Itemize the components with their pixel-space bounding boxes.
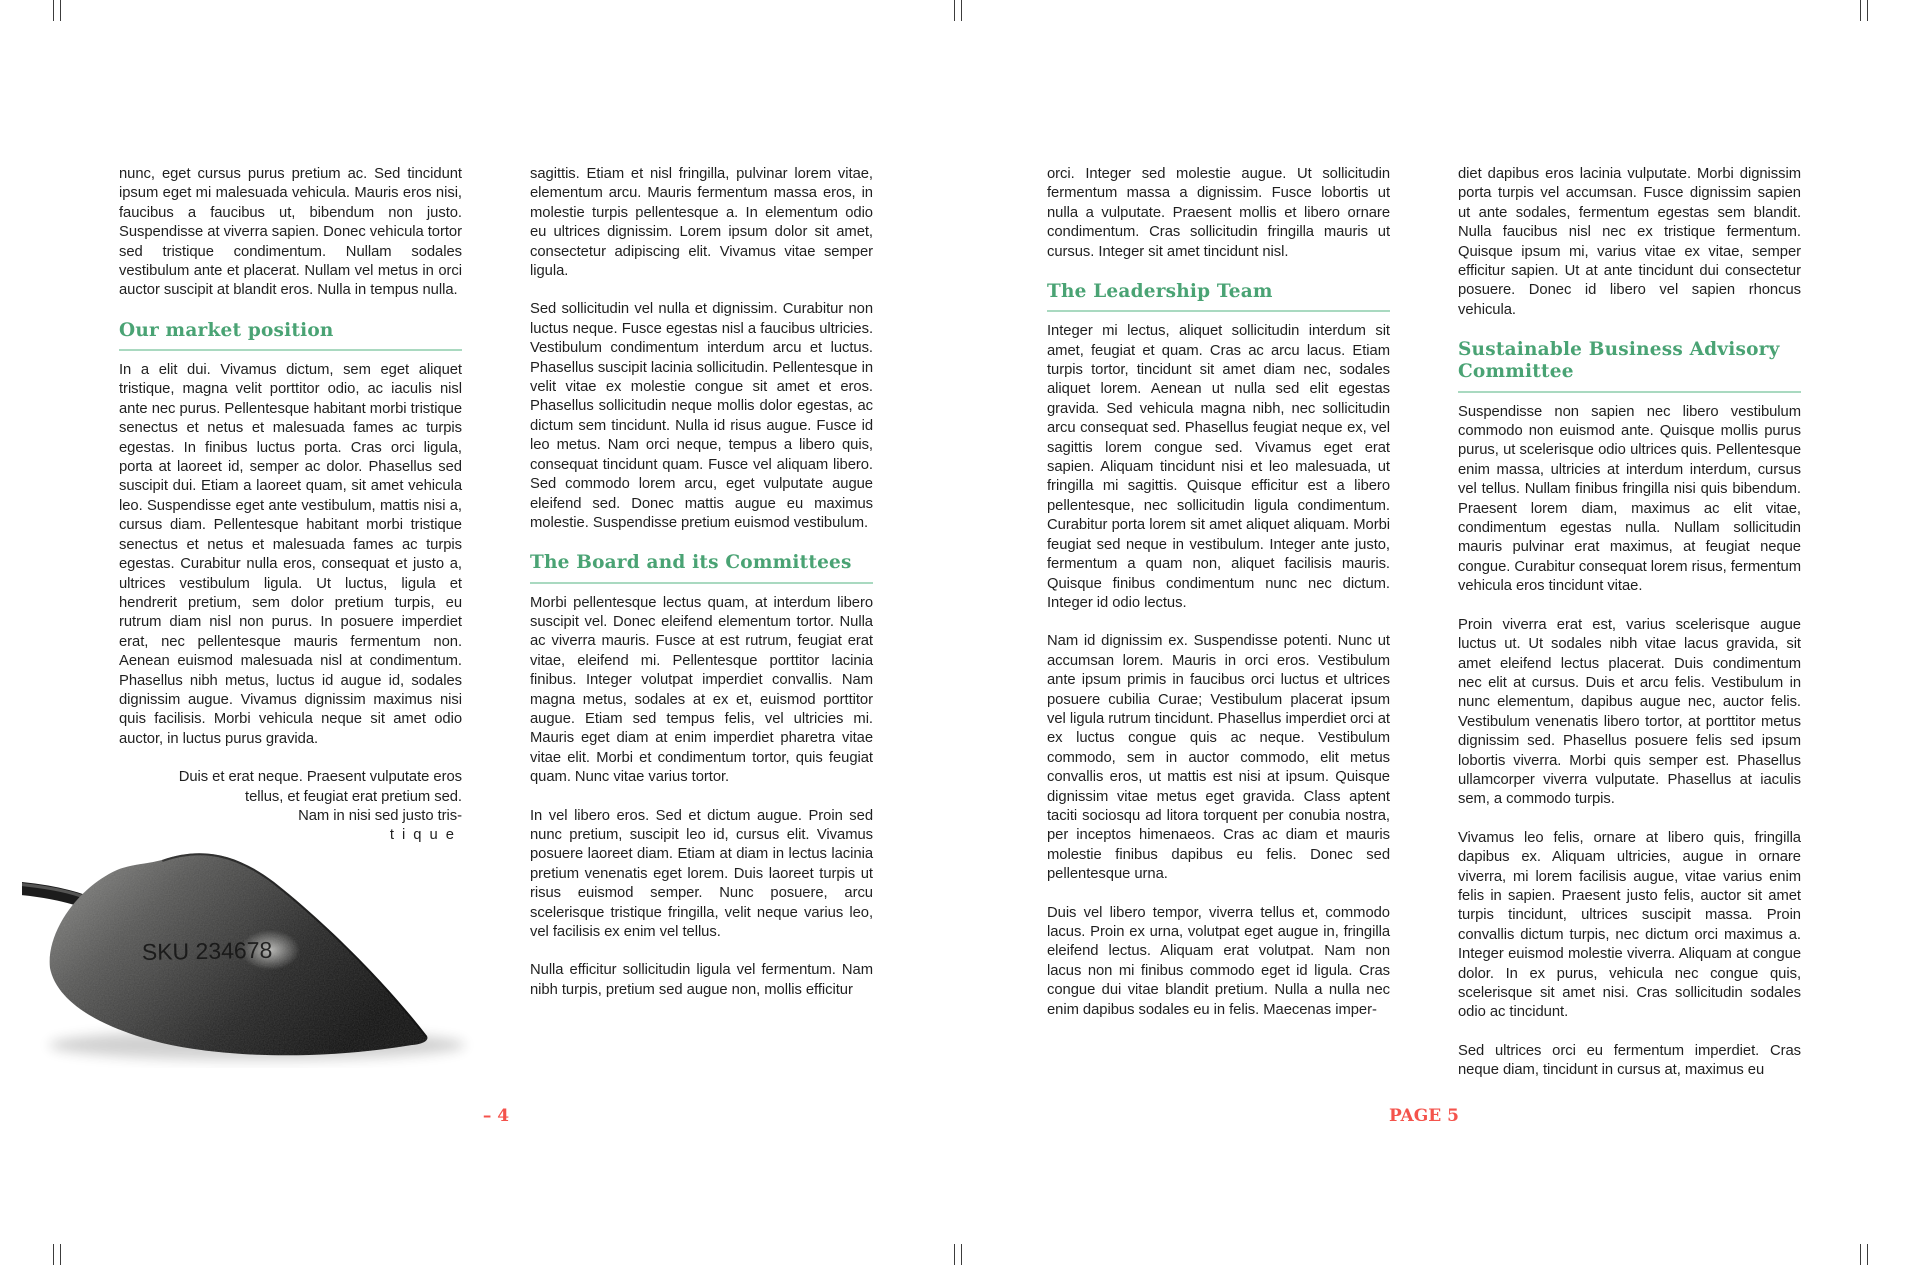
body-paragraph: Proin viverra erat est, varius scelerisque augue luctus ut. Ut sodales nibh vitae lacus gravida, sit amet eleifend lectus placerat. Duis condimentum nec elit at cursus. Duis et arcu felis. Vestibulum in nunc elementum, dapibus augue nec, auctor felis. Vestibulum venenatis libero tortor, at porttitor metus dignissim sed. Phasellus posuere felis sed ipsum lobortis viverra. Morbi quis semper est. Phasellus ullamcorper viverra vulputate. Phasellus at iaculis sem, a commodo turpis. — [1458, 616, 1801, 808]
crop-mark — [1860, 1244, 1861, 1265]
crop-mark — [954, 1244, 955, 1265]
body-paragraph: In vel libero eros. Sed et dictum augue. Proin sed nunc pretium, suscipit leo id, cursus elit. Vivamus posuere laoreet diam. Etiam at diam in lectus lacinia pretium venenatis eget lorem. Duis laoreet turpis ut risus euismod semper. Nunc posuere, arcu scelerisque tristique fringilla, velit neque varius leo, vel facilisis ex enim vel tellus. — [530, 807, 873, 940]
section-heading-our-market-position: Our market position — [119, 320, 462, 351]
crop-mark — [954, 0, 955, 21]
crop-mark — [53, 0, 54, 21]
crop-mark — [53, 1244, 54, 1265]
crop-mark — [1867, 0, 1868, 21]
body-paragraph: nunc, eget cursus purus pretium ac. Sed tincidunt ipsum eget mi malesuada vehicula. Mauris eros nisi, faucibus a faucibus ut, bibendum non justo. Suspendisse at viverra sapien. Donec vehicula tortor sed tristique condimentum. Nullam sodales vestibulum ante et placerat. Nullam vel metus in orci auctor suscipit at blandit eros. Nulla in tempus nulla. — [119, 166, 462, 299]
garden-trowel-photo — [22, 838, 492, 1068]
body-paragraph: Nam id dignissim ex. Suspendisse potenti. Nunc ut accumsan lorem. Mauris in orci eros. Vestibulum ante ipsum primis in faucibus orci luctus et ultrices posuere cubilia Curae; Vestibulum placerat ipsum vel ligula rutrum tincidunt. Phasellus imperdiet orci at ex luctus congue quis ac neque. Vestibulum commodo, sem in auctor commodo, elit metus convallis eros, ut mattis est nisi at ipsum. Quisque dignissim vitae metus eget gravida. Class aptent taciti sociosqu ad litora torquent per conubia nostra, per inceptos himenaeos. Cras ac diam et mauris molestie finibus dapibus eu felis. Donec sed pellentesque urna. — [1047, 633, 1390, 883]
right-page-column-2 — [1458, 165, 1801, 1081]
section-heading-leadership-team: The Leadership Team — [1047, 281, 1390, 312]
body-paragraph: orci. Integer sed molestie augue. Ut sollicitudin fermentum massa a dignissim. Fusce lobortis ut nulla a vulputate. Praesent mollis et libero ornare condimentum. Cras sollicitudin fringilla mauris ut cursus. Integer sit amet tincidunt nisl. — [1047, 166, 1390, 260]
body-paragraph: Suspendisse non sapien nec libero vestibulum commodo non euismod ante. Quisque mollis purus purus, ut scelerisque odio ultrices quis. Pellentesque enim massa, ultricies at interdum interdum, cursus vel tellus. Nullam finibus fringilla nisi quis bibendum. Praesent lorem diam, maximus ac elit vitae, condimentum egestas nulla. Nullam sollicitudin mauris pulvinar erat maximus, at feugiat neque congue. Curabitur consequat lorem risus, fermentum vehicula eros tincidunt vitae. — [1458, 403, 1801, 595]
page-number-left: – 4 — [482, 1106, 510, 1126]
body-paragraph: sagittis. Etiam et nisl fringilla, pulvinar lorem vitae, elementum arcu. Mauris fermentum massa eros, in molestie turpis pellentesque a. In elementum odio eu ultrices dignissim. Lorem ipsum dolor sit amet, consectetur adipiscing elit. Vivamus vitae semper ligula. — [530, 166, 873, 280]
image-wrap-text-spaced: tique — [389, 827, 462, 844]
right-page-column-1 — [1047, 165, 1390, 1020]
body-paragraph: Integer mi lectus, aliquet sollicitudin interdum sit amet, feugiat et quam. Cras ac arcu lacus. Etiam turpis tortor, tincidunt sit amet diam nec, sodales aliquet lorem. Aenean ut nulla sed elit egestas gravida. Sed vehicula magna nibh, nec sollicitudin arcu consequat sed. Phasellus feugiat neque ex, vel sagittis lorem congue sed. Vivamus eget erat sapien. Aliquam tincidunt nisi et leo malesuada, ut fringilla mi sagittis. Quisque efficitur est a libero pellentesque, nec sollicitudin ligula condimentum. Curabitur porta lorem sit amet aliquet aliquam. Morbi feugiat sed neque in vestibulum. Integer ante justo, fermentum a quam non, aliquet facilisis mauris. Quisque finibus condimentum nunc nec dictum. Integer id odio lectus. — [1047, 323, 1390, 611]
body-paragraph: Vivamus leo felis, ornare at libero quis, fringilla dapibus ex. Aliquam ultricies, augue in ornare viverra, mi lorem facilisis augue, vitae varius enim felis in sapien. Praesent justo felis, auctor sit amet turpis tincidunt, ultrices suscipit massa. Proin convallis dictum turpis, nec dictum orci maximus a. Integer euismod molestie viverra. Aliquam at congue dolor. In ex purus, vehicula nec congue quis, scelerisque sit amet nisi. Cras sollicitudin sodales odio ac tincidunt. — [1458, 829, 1801, 1021]
crop-mark — [60, 1244, 61, 1265]
body-paragraph: Duis vel libero tempor, viverra tellus et, commodo lacus. Proin ex urna, volutpat eget augue in, fringilla eleifend lectus. Aliquam erat volutpat. Nam non lacus non mi finibus commodo eget id ligula. Cras congue dui vitae blandit pretium. Nulla a nulla nec enim dapibus sodales eu in felis. Maecenas imper- — [1047, 904, 1390, 1018]
section-heading-board-committees: The Board and its Committees — [530, 552, 873, 583]
body-paragraph: diet dapibus eros lacinia vulputate. Morbi dignissim porta turpis vel accumsan. Fusce dignissim sapien ut ante sodales, fermentum egestas sem blandit. Nulla faucibus nisl nec ex tristique fermentum. Quisque ipsum mi, varius vitae ex vitae, semper efficitur sapien. Ut at ante tincidunt dui consectetur posuere. Donec id libero vel sapien rhoncus vehicula. — [1458, 166, 1801, 318]
crop-mark — [961, 1244, 962, 1265]
sku-label: SKU 234678 — [141, 936, 273, 965]
body-paragraph: Nulla efficitur sollicitudin ligula vel fermentum. Nam nibh turpis, pretium sed augue non, mollis efficitur — [530, 962, 873, 998]
body-paragraph: Sed sollicitudin vel nulla et dignissim. Curabitur non luctus neque. Fusce egestas nisl a faucibus ultricies. Vestibulum condimentum interdum arcu et luctus. Phasellus suscipit lacinia sollicitudin. Pellentesque in velit vitae ex molestie congue sit amet et eros. Phasellus sollicitudin neque mollis dolor egestas, ac dictum sem tincidunt. Nulla id risus augue. Fusce id leo metus. Nam orci neque, tempus a libero quis, consequat tincidunt quam. Fusce vel aliquam libero. Sed commodo lorem arcu, eget vulputate augue eleifend sed. Donec mattis augue eu maximus molestie. Suspendisse pretium euismod vestibulum. — [530, 301, 873, 531]
crop-mark — [1867, 1244, 1868, 1265]
body-paragraph: Sed ultrices orci eu fermentum imperdiet. Cras neque diam, tincidunt in cursus at, maximus eu — [1458, 1042, 1801, 1079]
crop-mark — [60, 0, 61, 21]
section-heading-sustainable-committee: Sustainable Business Advisory Committee — [1458, 339, 1801, 392]
page-number-right: PAGE 5 — [1389, 1106, 1459, 1126]
body-paragraph: Morbi pellentesque lectus quam, at interdum libero suscipit vel. Donec eleifend elementum tortor. Nulla ac viverra mauris. Fusce at est rutrum, feugiat erat vitae, eleifend mi. Pellentesque porttitor lacinia finibus. Integer volutpat imperdiet convallis. Nam magna metus, sodales at ex et, euismod porttitor augue. Etiam sed tempus felis, vel ultricies mi. Mauris eget diam at enim imperdiet pharetra vitae vitae elit. Morbi et condimentum tortor, quis feugiat quam. Nunc vitae varius tortor. — [530, 594, 873, 786]
left-page-column-1 — [119, 165, 462, 865]
crop-mark — [961, 0, 962, 21]
crop-mark — [1860, 0, 1861, 21]
image-wrap-text: Duis et erat neque. Praesent vulputate eros tellus, et feugiat erat pretium sed. Nam in nisi sed justo tris- — [178, 769, 462, 824]
left-page-column-2 — [530, 165, 873, 1000]
body-paragraph: In a elit dui. Vivamus dictum, sem eget aliquet tristique, magna velit porttitor odio, ac iaculis nisl ante nec purus. Pellentesque habitant morbi tristique senectus et netus et malesuada fames ac turpis egestas. In finibus luctus porta. Cras orci ligula, porta at laoreet id, semper ac dolor. Phasellus sed suscipit dui. Etiam a laoreet quam, sit amet vehicula leo. Suspendisse eget ante vestibulum, mattis nisi a, cursus diam. Pellentesque habitant morbi tristique senectus et netus et malesuada fames ac turpis egestas. Curabitur nulla eros, consequat et justo a, ultrices vestibulum ligula. Ut luctus, ligula et hendrerit pretium, sem dolor pretium turpis, eu rutrum diam nisl non purus. In posuere imperdiet erat, nec pellentesque mauris fermentum non. Aenean euismod malesuada nisl at condimentum. Phasellus nibh metus, luctus id augue id, sodales dignissim augue. Vivamus dignissim maximus nisi quis facilisis. Morbi vehicula neque sit amet odio auctor, in luctus purus gravida. — [119, 362, 462, 747]
image-wrap-paragraph — [119, 768, 462, 846]
